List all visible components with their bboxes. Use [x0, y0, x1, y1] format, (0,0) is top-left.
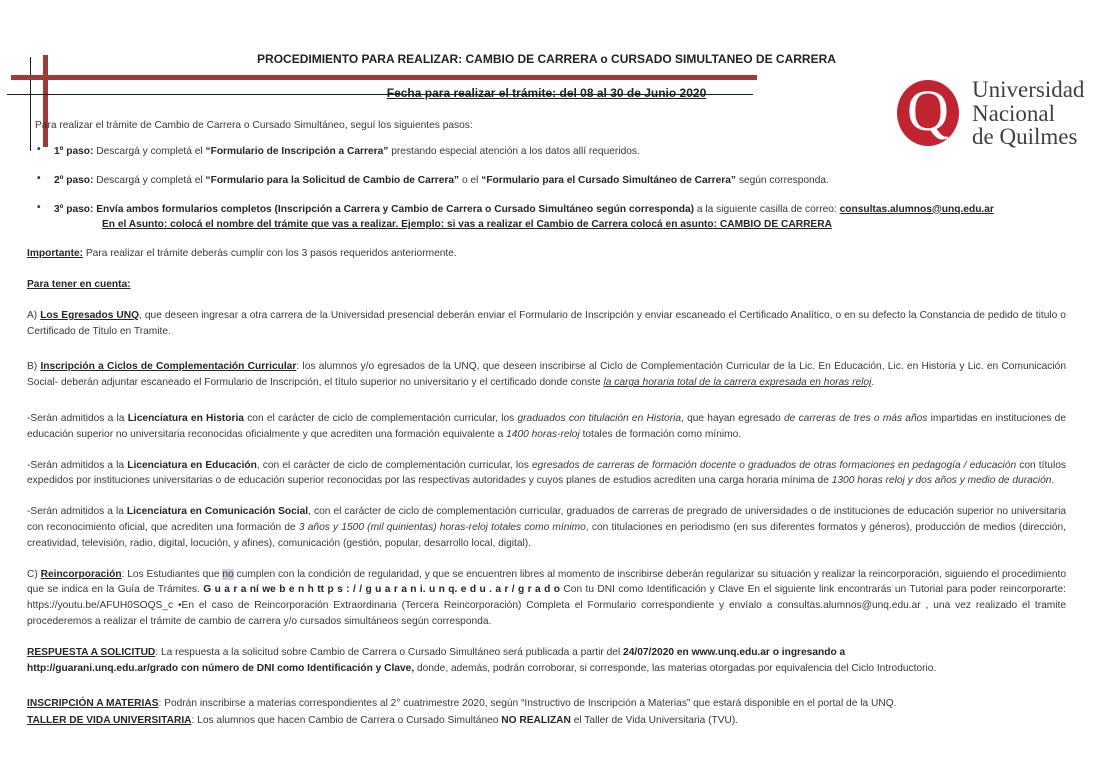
text-segment: -Serán admitidos a la — [27, 412, 128, 424]
text-segment: : los alumnos y/o egresados de la UNQ, que deseen inscribirse al Ciclo de Complementación Curricular de la Lic. En Educación, Lic. en Historia y Lic. en Comunicación Social- deberán adjuntar escaneado el Formulario de Inscripción, el título superior no universitario y el certificado donde conste — [27, 361, 1066, 389]
text-segment: Importante: — [27, 248, 84, 260]
text-segment: según corresponda. — [736, 174, 829, 186]
text-segment: , con el carácter de ciclo de complementación curricular, los — [256, 459, 532, 471]
step-1-text — [54, 144, 1066, 160]
bullet-icon: • — [37, 172, 41, 184]
page-title: PROCEDIMIENTO PARA REALIZAR: CAMBIO DE CARRERA o CURSADO SIMULTANEO DE CARRERA — [257, 52, 836, 66]
text-segment: a la siguiente casilla de correo: — [694, 203, 840, 215]
text-segment: Licenciatura en Historia — [127, 412, 244, 424]
text-segment: de carreras de tres o más años — [784, 412, 928, 424]
text-segment: Para realizar el trámite deberás cumplir con los 3 pasos requeridos anteriormente. — [83, 248, 457, 260]
text-segment: “Formulario para el Cursado Simultáneo de Carrera” — [481, 174, 736, 186]
text-segment: C) — [27, 568, 41, 580]
link[interactable]: consultas.alumnos@unq.edu.ar — [839, 203, 994, 215]
text-segment: , con titulaciones en periodismo (en sus diferentes formatos y géneros), producción de medios (dirección, creatividad, televisión, radio, digital, locución, y afines), comunicación (gestión, popular, desarrollo local, digital). — [27, 521, 1067, 549]
text-segment: la carga horaria total de la carrera expresada en horas reloj — [603, 377, 872, 389]
text-segment: , una vez realizado el tramite procederemos a realizar el trámite de cambio de carrera y/o cursados simultáneos según corresponda. — [27, 600, 1066, 627]
text-segment: : La respuesta a la solicitud sobre Cambio de Carrera o Cursado Simultáneo será publicada a partir del — [155, 646, 624, 658]
text-segment: 3 años y 1500 (mil quinientas) horas-reloj totales como mínimo — [298, 521, 586, 533]
text-segment: “Formulario de Inscripción a Carrera” — [205, 146, 389, 157]
text-segment: , que hayan egresado — [681, 412, 785, 424]
list-item-step-3 — [27, 202, 1066, 234]
text-segment: totales de formación como mínimo. — [579, 428, 742, 440]
text-segment: , que deseen ingresar a otra carrera de la Universidad presencial deberán enviar el Formulario de Inscripción y enviar escaneado el Certificado Analítico, o en su defecto la Constancia de pedido de titulo o Certificado de Titulo en Tramite. — [27, 309, 1066, 337]
link[interactable]: https://youtu.be/AFUH0SOQS_c — [27, 600, 174, 612]
inscripcion-materias-paragraph — [27, 696, 1066, 712]
procedure-date-subtitle: Fecha para realizar el trámite: del 08 al 30 de Junio 2020 — [386, 86, 707, 100]
bullet-icon: • — [37, 144, 41, 155]
bullet-icon: • — [37, 201, 41, 213]
intro-paragraph: Para realizar el trámite de Cambio de Carrera o Cursado Simultáneo, seguí los siguientes pasos: — [35, 120, 473, 131]
text-segment: donde, además, podrán corroborar, si corresponde, las materias otorgadas por equivalencia del Ciclo Introductorio. — [414, 662, 937, 674]
paragraph-lic-historia — [27, 411, 1066, 443]
text-segment: con títulos expedidos por instituciones universitarias o de educación superior reconocidas por las respectivas autoridades y cuyos planes de estudios acrediten una carga horaria mínima de — [27, 459, 1066, 487]
steps-list — [27, 144, 1066, 233]
section-b-ciclos — [27, 359, 1066, 391]
text-segment: . — [871, 377, 875, 389]
paragraph-lic-comunicacion — [27, 504, 1066, 551]
list-item-step-2 — [27, 173, 1066, 189]
text-segment: Los Egresados UNQ — [40, 309, 140, 321]
text-segment: 1400 horas-reloj — [506, 428, 580, 440]
respuesta-solicitud-paragraph — [27, 645, 1066, 677]
logo-line-3: de Quilmes — [972, 124, 1078, 149]
text-segment: -Serán admitidos a la — [27, 506, 127, 518]
link[interactable]: www.unq.edu.ar o ingresando a — [691, 646, 846, 658]
text-segment: Descargá y completá el — [93, 146, 206, 157]
step-3-text — [54, 202, 1066, 234]
text-segment: G u a r a ní we b e n h tt p s : / / g u a r a n i. u n q. e d u . a r / g r a d o — [203, 584, 564, 596]
text-segment: Licenciatura en Educación — [127, 459, 257, 471]
text-segment: con el carácter de ciclo de complementación curricular, los — [243, 412, 518, 424]
text-segment: RESPUESTA A SOLICITUD — [27, 646, 156, 658]
logo-line-2: Nacional — [972, 100, 1056, 126]
text-segment: o el — [459, 174, 482, 186]
text-segment: : Los Estudiantes que — [121, 568, 223, 580]
text-segment: prestando especial atención a los datos allí requeridos. — [388, 146, 640, 157]
document-page — [0, 52, 1094, 761]
link[interactable]: http://guarani.unq.edu.ar/grado con número de DNI como Identificación y Clave, — [27, 662, 415, 674]
importante-note — [27, 246, 1066, 262]
step-2-text — [54, 173, 1066, 189]
text-segment: •En el caso de Reincorporación Extraordinaria (Tercera Reincorporación) Completa el Formulario correspondiente y envíalo a — [173, 600, 778, 612]
text-segment: egresados de carreras de formación docente o graduados de otras formaciones en pedagogía / educación — [532, 459, 1017, 471]
text-segment: impartidas en instituciones de educación superior no universitaria reconocidas oficialmente y que acrediten una formación equivalente a — [27, 412, 1067, 440]
step-3-subject-line — [102, 217, 1066, 233]
text-segment: Con tu DNI como Identificación y Clave En el siguiente link encontrarás un Tutorial para poder reincorporarte: — [563, 584, 1066, 596]
text-segment: 1º paso: — [54, 146, 94, 157]
text-segment: INSCRIPCIÓN A MATERIAS — [27, 698, 159, 710]
unq-q-icon: Q — [897, 80, 959, 146]
text-segment: no — [222, 568, 234, 580]
text-segment: NO REALIZAN — [501, 715, 571, 727]
text-segment: B) — [27, 361, 41, 373]
section-c-reincorporacion — [27, 567, 1066, 630]
text-segment: Inscripción a Ciclos de Complementación Curricular — [40, 361, 297, 373]
logo-line-1: Universidad — [972, 77, 1085, 102]
text-segment: Reincorporación — [40, 568, 122, 580]
paragraph-lic-educacion — [27, 458, 1066, 490]
text-segment: 2º paso: — [54, 174, 94, 186]
text-segment: 1300 horas reloj y dos años y medio de duración — [831, 475, 1052, 487]
text-segment: Descargá y completá el — [93, 174, 206, 186]
text-segment: “Formulario para la Solicitud de Cambio de Carrera” — [205, 174, 460, 186]
list-item-step-1 — [27, 144, 1066, 160]
text-segment: el Taller de Vida Universitaria (TVU). — [570, 715, 739, 727]
text-segment: Para tener en cuenta: — [27, 278, 131, 290]
text-segment: cumplen con la condición de regularidad, y que se encuentren libres al momento de inscribirse deberán regularizar su situación y realizar la reincorporación, siguiendo el procedimiento que se indica en la Guía de Trámites. — [27, 568, 1066, 596]
text-segment: A) — [27, 309, 41, 321]
text-segment: TALLER DE VIDA UNIVERSITARIA — [27, 715, 192, 727]
text-segment: , con el carácter de ciclo de complementación curricular, graduados de carreras de pregrado de universidades o de instituciones de educación superior no universitaria con reconocimiento oficial, que acrediten una formación de — [27, 506, 1066, 533]
taller-vida-paragraph — [27, 713, 1066, 729]
text-segment: -Serán admitidos a la — [27, 459, 128, 471]
text-segment: 3º paso: Envía ambos formularios completos (Inscripción a Carrera y Cambio de Carrera o Cursado Simultáneo según corresponda) — [54, 203, 695, 215]
text-segment: : Los alumnos que hacen Cambio de Carrera o Cursado Simultáneo — [191, 715, 502, 727]
text-segment: En el Asunto: colocá el nombre del trámite que vas a realizar. Ejemplo: si vas a realizar el Cambio de Carrera colocá en asunto: CAMBIO DE CARRERA — [102, 219, 832, 231]
section-a-egresados — [27, 308, 1066, 340]
text-segment: : Podrán inscribirse a materias correspondientes al 2° cuatrimestre 2020, según “Instructivo de Inscripción a Materias” que estará disponible en el portal de la UNQ. — [158, 698, 897, 710]
link[interactable]: consultas.alumnos@unq.edu.ar — [777, 600, 921, 612]
document-content — [0, 52, 1094, 729]
step-3-line-1 — [54, 202, 1066, 218]
text-segment: graduados con titulación en Historia — [517, 412, 682, 424]
text-segment: 24/07/2020 en — [623, 646, 692, 658]
tener-en-cuenta-heading — [27, 277, 1066, 293]
text-segment: . — [1051, 475, 1055, 487]
text-segment: Licenciatura en Comunicación Social — [126, 506, 309, 518]
